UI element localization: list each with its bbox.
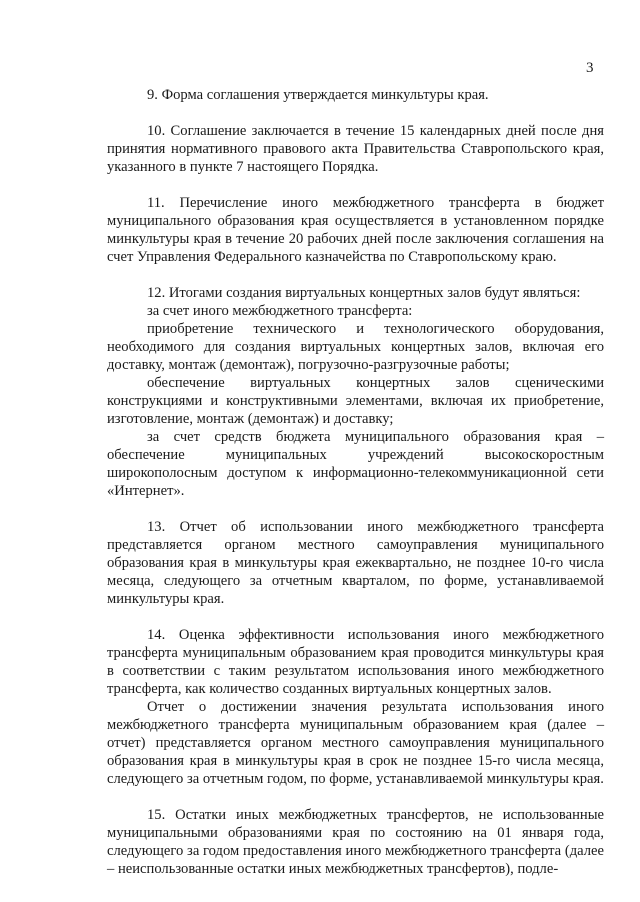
paragraph-11: 11. Перечисление иного межбюджетного трансферта в бюджет муниципального образования края осуществляется в установленном порядке минкультуры края в течение 20 рабочих дней после заключения соглашения на счет Управления Федерального казначейства по Ставропольскому краю. (107, 195, 604, 265)
paragraph-9: 9. Форма соглашения утверждается минкультуры края. (147, 87, 489, 103)
paragraph-12-internet: за счет средств бюджета муниципального образования края – обеспечение муниципальных учреждений высокоскоростным широкополосным доступом к информационно-телекоммуникационной сети «Интернет». (107, 429, 604, 499)
paragraph-12-funding: за счет иного межбюджетного трансферта: (147, 303, 413, 319)
paragraph-12-constructions: обеспечение виртуальных концертных залов сценическими конструкциями и конструктивными элементами, включая их приобретение, изготовление, монтаж (демонтаж) и доставку; (107, 375, 604, 427)
paragraph-14-report: Отчет о достижении значения результата использования иного межбюджетного трансферта муниципальным образованием края (далее – отчет) представляется органом местного самоуправления муниципального образования края в минкультуры края в срок не позднее 15-го числа месяца, следующего за отчетным годом, по форме, устанавливаемой минкультуры края. (107, 699, 604, 787)
paragraph-14: 14. Оценка эффективности использования иного межбюджетного трансферта муниципальным образованием края проводится минкультуры края в соответствии с таким результатом использования иного межбюджетного трансферта, как количество созданных виртуальных концертных залов. (107, 627, 604, 697)
paragraph-10: 10. Соглашение заключается в течение 15 календарных дней после дня принятия нормативного правового акта Правительства Ставропольского края, указанного в пункте 7 настоящего Порядка. (107, 123, 604, 175)
paragraph-13: 13. Отчет об использовании иного межбюджетного трансферта представляется органом местного самоуправления муниципального образования края в минкультуры края ежеквартально, не позднее 10-го числа месяца, следующего за отчетным кварталом, по форме, устанавливаемой минкультуры края. (107, 519, 604, 607)
page-number: 3 (586, 60, 594, 76)
paragraph-12: 12. Итогами создания виртуальных концертных залов будут являться: (147, 285, 581, 301)
paragraph-12-equipment: приобретение технического и технологического оборудования, необходимого для создания виртуальных концертных залов, включая его доставку, монтаж (демонтаж), погрузочно-разгрузочные работы; (107, 321, 604, 373)
document-body (107, 86, 604, 878)
paragraph-15: 15. Остатки иных межбюджетных трансфертов, не использованные муниципальными образованиями края по состоянию на 01 января года, следующего за годом предоставления иного межбюджетного трансферта (далее – неиспользованные остатки иных межбюджетных трансфертов), подле- (107, 807, 604, 877)
